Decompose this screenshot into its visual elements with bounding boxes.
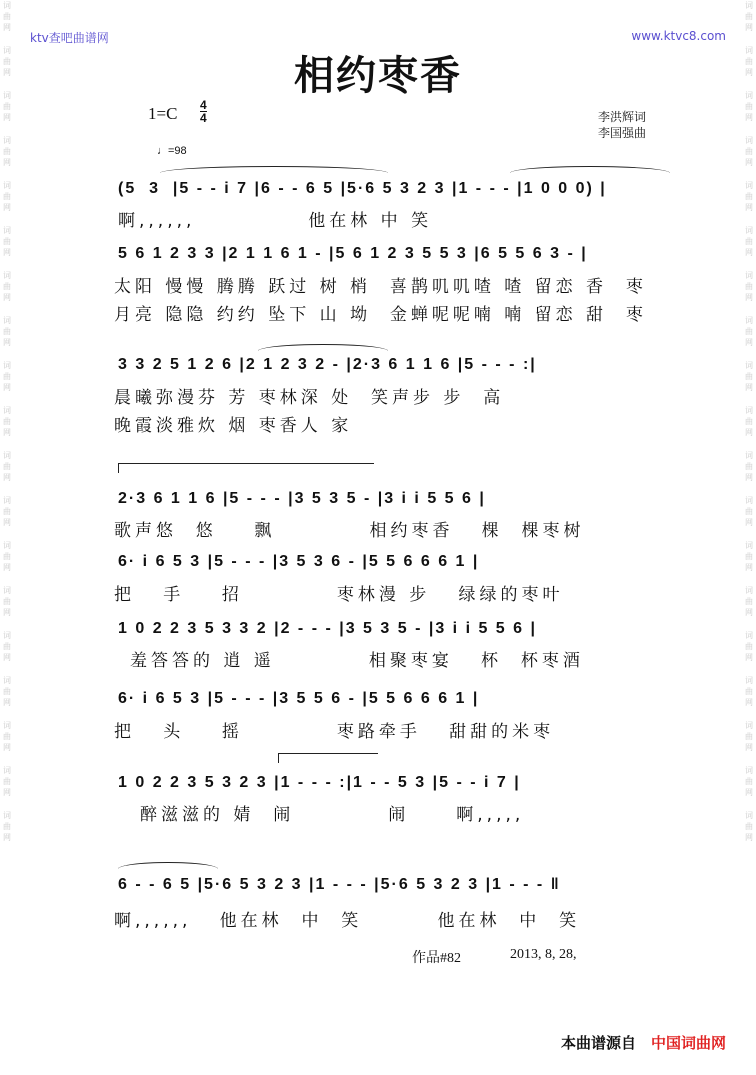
side-watermark-glyph: 词: [3, 721, 11, 730]
side-watermark-glyph: 网: [3, 23, 11, 32]
side-watermark-glyph: 词: [745, 316, 753, 325]
phrase-slur: [510, 166, 670, 173]
side-watermark-glyph: 曲: [745, 687, 753, 696]
volta-bracket-2-start: [278, 753, 279, 763]
side-watermark-glyph: 词: [745, 1, 753, 10]
side-watermark-glyph: 曲: [3, 282, 11, 291]
side-watermark-glyph: 词: [745, 406, 753, 415]
lyric-row-3-verse-2: 晚霞淡雅炊 烟 枣香人 家: [114, 416, 353, 436]
side-watermark-glyph: 词: [745, 811, 753, 820]
side-watermark-glyph: 曲: [3, 57, 11, 66]
notation-row-3: 3 3 2 5 1 2 6 |2 1 2 3 2 - |2·3 6 1 1 6 |5 - - - :|: [118, 356, 537, 373]
side-watermark-glyph: 曲: [3, 237, 11, 246]
lyricist-credit: 李洪辉词: [598, 110, 647, 124]
side-watermark-glyph: 网: [3, 158, 11, 167]
time-signature-bottom: 4: [200, 111, 207, 125]
side-watermark-glyph: 网: [3, 563, 11, 572]
side-watermark-glyph: 网: [3, 293, 11, 302]
side-watermark-glyph: 网: [745, 68, 753, 77]
side-watermark-glyph: 词: [3, 676, 11, 685]
side-watermark-glyph: 网: [3, 203, 11, 212]
phrase-slur: [258, 344, 388, 351]
side-watermark-glyph: 词: [3, 766, 11, 775]
phrase-slur: [118, 862, 218, 869]
side-watermark-glyph: 词: [3, 361, 11, 370]
side-watermark-glyph: 曲: [3, 12, 11, 21]
side-watermark-glyph: 词: [745, 361, 753, 370]
side-watermark-glyph: 曲: [745, 732, 753, 741]
side-watermark-glyph: 网: [745, 833, 753, 842]
tempo-marking: ♩=98: [157, 145, 187, 157]
side-watermark-glyph: 词: [745, 631, 753, 640]
side-watermark-glyph: 网: [745, 743, 753, 752]
notation-row-5: 6· i 6 5 3 |5 - - - |3 5 3 6 - |5 5 6 6 6 1 |: [118, 553, 480, 570]
side-watermark-glyph: 曲: [3, 822, 11, 831]
composer-credit: 李国强曲: [598, 126, 647, 140]
side-watermark-glyph: 网: [3, 653, 11, 662]
lyric-row-3-verse-1: 晨曦弥漫芬 芳 枣林深 处 笑声步 步 高: [114, 388, 505, 408]
side-watermark-glyph: 网: [745, 113, 753, 122]
side-watermark-glyph: 词: [745, 271, 753, 280]
side-watermark-glyph: 网: [3, 113, 11, 122]
notation-row-8: 1 0 2 2 3 5 3 2 3 |1 - - - :|1 - - 5 3 |5 - - i 7 |: [118, 774, 521, 791]
time-signature: [200, 99, 207, 124]
side-watermark-glyph: 曲: [3, 327, 11, 336]
side-watermark-glyph: 词: [745, 541, 753, 550]
side-watermark-glyph: 网: [745, 338, 753, 347]
side-watermark-glyph: 网: [745, 428, 753, 437]
time-signature-top: 4: [200, 98, 207, 112]
side-watermark-glyph: 网: [3, 833, 11, 842]
side-watermark-glyph: 网: [3, 518, 11, 527]
side-watermark-glyph: 词: [3, 226, 11, 235]
side-watermark-glyph: 曲: [745, 237, 753, 246]
side-watermark-glyph: 词: [745, 586, 753, 595]
side-watermark-glyph: 网: [3, 383, 11, 392]
side-watermark-glyph: 网: [3, 68, 11, 77]
work-number: 作品#82: [412, 951, 461, 966]
lyric-row-8: 醉滋滋的 婧 闹 闹 啊,,,,,: [140, 805, 525, 825]
side-watermark-glyph: 词: [3, 46, 11, 55]
side-watermark-glyph: 词: [3, 316, 11, 325]
side-watermark-glyph: 曲: [3, 597, 11, 606]
side-watermark-glyph: 词: [745, 496, 753, 505]
side-watermark-glyph: 词: [3, 811, 11, 820]
side-watermark-glyph: 网: [745, 698, 753, 707]
side-watermark-glyph: 曲: [745, 147, 753, 156]
side-watermark-glyph: 词: [3, 586, 11, 595]
side-watermark-glyph: 网: [745, 203, 753, 212]
side-watermark-left: [0, 0, 14, 1075]
side-watermark-glyph: 曲: [3, 777, 11, 786]
side-watermark-glyph: 曲: [745, 327, 753, 336]
side-watermark-glyph: 曲: [745, 417, 753, 426]
notation-row-2: 5 6 1 2 3 3 |2 1 1 6 1 - |5 6 1 2 3 5 5 3 |6 5 5 6 3 - |: [118, 245, 588, 262]
side-watermark-glyph: 曲: [3, 507, 11, 516]
side-watermark-glyph: 词: [745, 181, 753, 190]
lyric-row-9: 啊,,,,,, 他在林 中 笑 他在林 中 笑: [114, 911, 581, 931]
site-link-right[interactable]: www.ktvc8.com: [631, 29, 726, 43]
notation-row-7: 6· i 6 5 3 |5 - - - |3 5 5 6 - |5 5 6 6 6 1 |: [118, 690, 480, 707]
side-watermark-glyph: 网: [3, 428, 11, 437]
side-watermark-glyph: 网: [745, 563, 753, 572]
side-watermark-glyph: 网: [3, 698, 11, 707]
side-watermark-glyph: 词: [745, 226, 753, 235]
side-watermark-glyph: 曲: [3, 102, 11, 111]
side-watermark-glyph: 词: [3, 1, 11, 10]
volta-bracket-2: [278, 753, 378, 754]
side-watermark-glyph: 网: [3, 608, 11, 617]
side-watermark-glyph: 网: [745, 653, 753, 662]
side-watermark-glyph: 网: [745, 788, 753, 797]
phrase-slur: [160, 166, 388, 173]
side-watermark-glyph: 词: [745, 91, 753, 100]
side-watermark-glyph: 网: [3, 248, 11, 257]
side-watermark-glyph: 曲: [745, 822, 753, 831]
side-watermark-glyph: 词: [745, 451, 753, 460]
side-watermark-glyph: 网: [745, 23, 753, 32]
side-watermark-glyph: 词: [745, 721, 753, 730]
composition-date: 2013, 8, 28,: [510, 947, 577, 962]
side-watermark-glyph: 词: [3, 541, 11, 550]
side-watermark-glyph: 曲: [3, 732, 11, 741]
side-watermark-right: [742, 0, 756, 1075]
side-watermark-glyph: 曲: [745, 642, 753, 651]
side-watermark-glyph: 曲: [3, 552, 11, 561]
side-watermark-glyph: 网: [745, 518, 753, 527]
side-watermark-glyph: 网: [3, 788, 11, 797]
side-watermark-glyph: 曲: [745, 372, 753, 381]
key-signature: 1=C: [148, 104, 178, 123]
side-watermark-glyph: 网: [3, 473, 11, 482]
side-watermark-glyph: 曲: [3, 642, 11, 651]
side-watermark-glyph: 曲: [745, 777, 753, 786]
side-watermark-glyph: 词: [3, 136, 11, 145]
lyric-row-2-verse-2: 月亮 隐隐 约约 坠下 山 坳 金蝉呢呢喃 喃 留恋 甜 枣: [114, 305, 647, 325]
side-watermark-glyph: 曲: [745, 462, 753, 471]
lyric-row-5: 把 手 招 枣林漫 步 绿绿的枣叶: [114, 585, 564, 605]
side-watermark-glyph: 网: [745, 293, 753, 302]
side-watermark-glyph: 曲: [745, 192, 753, 201]
lyric-row-4: 歌声悠 悠 飘 相约枣香 棵 棵枣树: [114, 521, 585, 541]
side-watermark-glyph: 词: [3, 271, 11, 280]
side-watermark-glyph: 曲: [3, 462, 11, 471]
lyric-row-2-verse-1: 太阳 慢慢 腾腾 跃过 树 梢 喜鹊叽叽喳 喳 留恋 香 枣: [114, 277, 647, 297]
source-label: 本曲谱源自: [560, 1034, 636, 1052]
lyric-row-6: 羞答答的 逍 遥 相聚枣宴 杯 杯枣酒: [130, 651, 584, 671]
side-watermark-glyph: 曲: [3, 417, 11, 426]
notation-row-4: 2·3 6 1 1 6 |5 - - - |3 5 3 5 - |3 i i 5 5 6 |: [118, 490, 486, 507]
volta-bracket-1-end: [118, 463, 119, 473]
notation-row-9: 6 - - 6 5 |5·6 5 3 2 3 |1 - - - |5·6 5 3 2 3 |1 - - - ‖: [118, 876, 561, 893]
side-watermark-glyph: 曲: [745, 507, 753, 516]
side-watermark-glyph: 词: [3, 496, 11, 505]
side-watermark-glyph: 词: [745, 676, 753, 685]
volta-bracket-1: [118, 463, 374, 464]
side-watermark-glyph: 曲: [745, 282, 753, 291]
side-watermark-glyph: 词: [3, 181, 11, 190]
side-watermark-glyph: 词: [745, 136, 753, 145]
lyric-row-7: 把 头 摇 枣路牵手 甜甜的米枣: [114, 722, 555, 742]
side-watermark-glyph: 曲: [3, 687, 11, 696]
side-watermark-glyph: 词: [745, 766, 753, 775]
side-watermark-glyph: 曲: [745, 57, 753, 66]
site-link-left[interactable]: ktv查吧曲谱网: [30, 31, 109, 45]
side-watermark-glyph: 网: [3, 338, 11, 347]
side-watermark-glyph: 曲: [745, 102, 753, 111]
side-watermark-glyph: 词: [3, 91, 11, 100]
side-watermark-glyph: 曲: [745, 597, 753, 606]
side-watermark-glyph: 词: [3, 406, 11, 415]
notation-row-6: 1 0 2 2 3 5 3 3 2 |2 - - - |3 5 3 5 - |3 i i 5 5 6 |: [118, 620, 537, 637]
source-site-link[interactable]: 中国词曲网: [650, 1034, 726, 1052]
side-watermark-glyph: 网: [745, 473, 753, 482]
notation-row-1: (5 3 |5 - - i 7 |6 - - 6 5 |5·6 5 3 2 3 |1 - - - |1 0 0 0) |: [118, 180, 607, 197]
side-watermark-glyph: 网: [3, 743, 11, 752]
side-watermark-glyph: 曲: [3, 372, 11, 381]
side-watermark-glyph: 曲: [3, 147, 11, 156]
side-watermark-glyph: 网: [745, 608, 753, 617]
side-watermark-glyph: 词: [3, 451, 11, 460]
lyric-row-1-verse-1: 啊,,,,,, 他在林 中 笑: [118, 211, 433, 231]
side-watermark-glyph: 网: [745, 158, 753, 167]
side-watermark-glyph: 词: [3, 631, 11, 640]
side-watermark-glyph: 曲: [745, 552, 753, 561]
side-watermark-glyph: 曲: [745, 12, 753, 21]
side-watermark-glyph: 词: [745, 46, 753, 55]
side-watermark-glyph: 曲: [3, 192, 11, 201]
song-title: 相约枣香: [294, 53, 462, 99]
side-watermark-glyph: 网: [745, 248, 753, 257]
side-watermark-glyph: 网: [745, 383, 753, 392]
